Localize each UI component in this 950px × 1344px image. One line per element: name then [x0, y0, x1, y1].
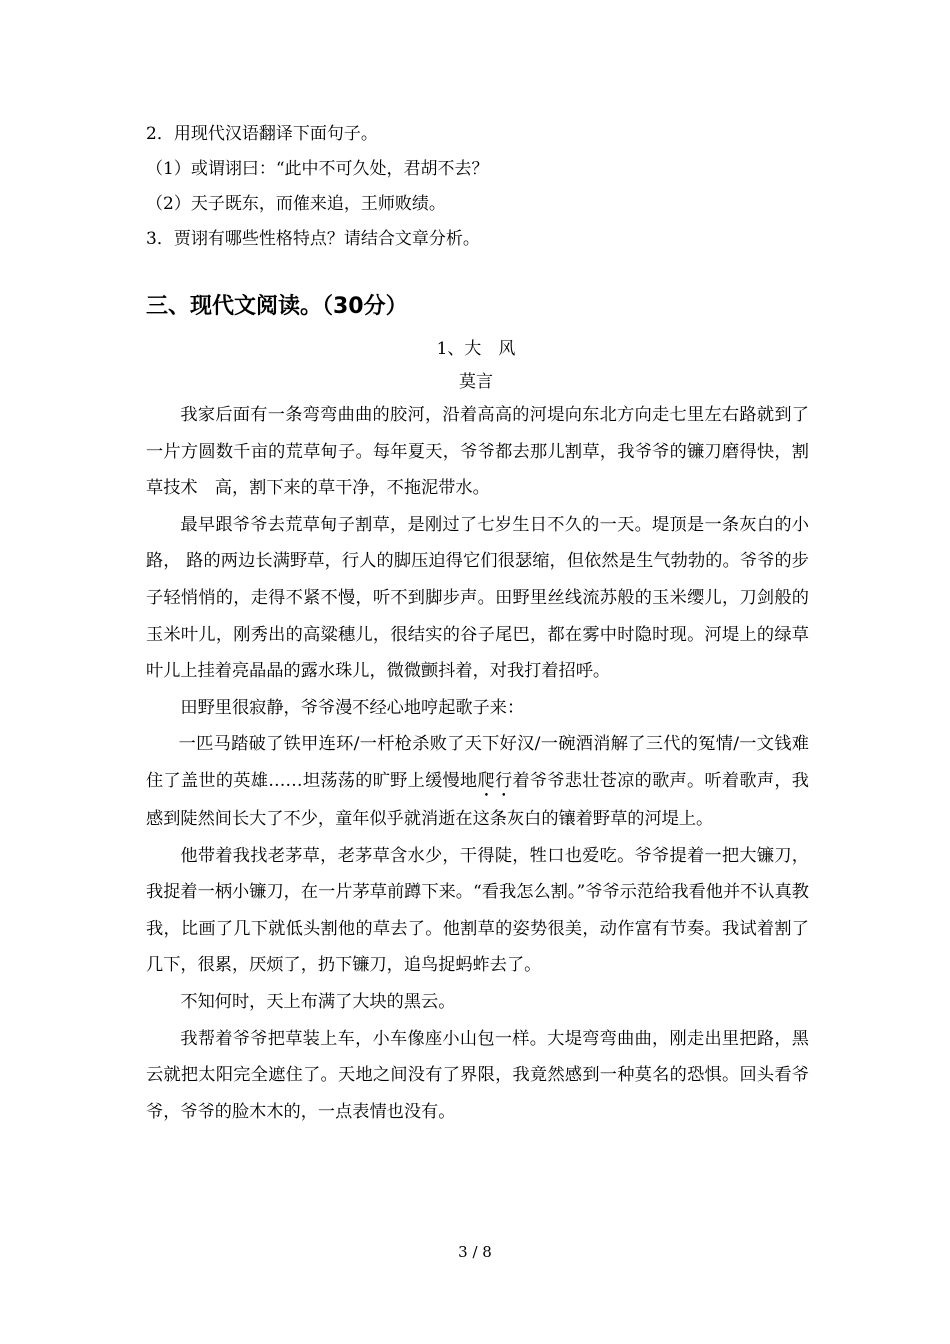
article-paragraph-3: 田野里很寂静，爷爷漫不经心地哼起歌子来： — [180, 697, 525, 718]
article-paragraph-6: 不知何时，天上布满了大块的黑云。 — [180, 991, 456, 1012]
article-paragraph-7: 我帮着爷爷把草装上车，小车像座小山包一样。大堤弯弯曲曲，刚走出里把路，黑云就把太阳完全遮住了。天地之间没有了界限，我竟然感到一种莫名的恐惧。回头看爷爷，爷爷的脸木木的，一点表情也没有。 — [146, 1028, 809, 1122]
song-lyrics-text: 一匹马踏破了铁甲连环/一杆枪杀败了天下好汉/一碗酒消解了三代的冤情/一文钱难住了盖世的英雄……坦荡荡的旷野上缓慢地 — [146, 734, 809, 791]
song-paragraph-continuation: 着爷爷悲壮苍凉的歌声。听着歌声，我感到陡然间长大了不少，童年似乎就消逝在这条灰白的镶着野草的河堤上。 — [146, 770, 809, 829]
question-2-item-2: （2）天子既东，而傕来追，王师败绩。 — [146, 194, 446, 214]
page-number: 3 / 8 — [458, 1243, 492, 1261]
article-paragraph-5: 他带着我找老茅草，老茅草含水少，干得陡，牲口也爱吃。爷爷提着一把大镰刀，我捉着一柄小镰刀，在一片茅草前蹲下来。“看我怎么割。”爷爷示范给我看他并不认真教我，比画了几下就低头割他的草去了。他割草的姿势很美，动作富有节奏。我试着割了几下，很累，厌烦了，扔下镰刀，追鸟捉蚂蚱去了。 — [146, 845, 809, 976]
question-3: 3．贾诩有哪些性格特点？请结合文章分析。 — [146, 229, 480, 249]
article-paragraph-2: 最早跟爷爷去荒草甸子割草，是刚过了七岁生日不久的一天。堤顶是一条灰白的小路， 路的两边长满野草，行人的脚压迫得它们很瑟缩，但依然是生气勃勃的。爷爷的步子轻悄悄的，走得不紧不慢，听不到脚步声。田野里丝线流苏般的玉米缨儿，刀剑般的玉米叶儿，刚秀出的高粱穗儿，很结实的谷子尾巴，都在雾中时隐时现。河堤上的绿草叶儿上挂着亮晶晶的露水珠儿，微微颤抖着，对我打着招呼。 — [146, 514, 809, 682]
article-author: 莫言 — [459, 372, 493, 392]
question-2-item-1: （1）或谓诩曰：“此中不可久处，君胡不去？ — [146, 159, 489, 179]
question-2: 2．用现代汉语翻译下面句子。 — [146, 124, 378, 144]
article-title: 1、大 风 — [436, 339, 516, 359]
section-heading: 三、现代文阅读。（30分） — [146, 294, 408, 319]
article-paragraph-1: 我家后面有一条弯弯曲曲的胶河，沿着高高的河堤向东北方向走七里左右路就到了一片方圆数千亩的荒草甸子。每年夏天，爷爷都去那儿割草，我爷爷的镰刀磨得快，割草技术 高，割下来的草干净，不拖泥带水。 — [146, 405, 809, 499]
article-body — [146, 397, 809, 1130]
emphasized-word: 爬行 — [477, 770, 513, 791]
article-paragraph-4 — [146, 726, 809, 837]
